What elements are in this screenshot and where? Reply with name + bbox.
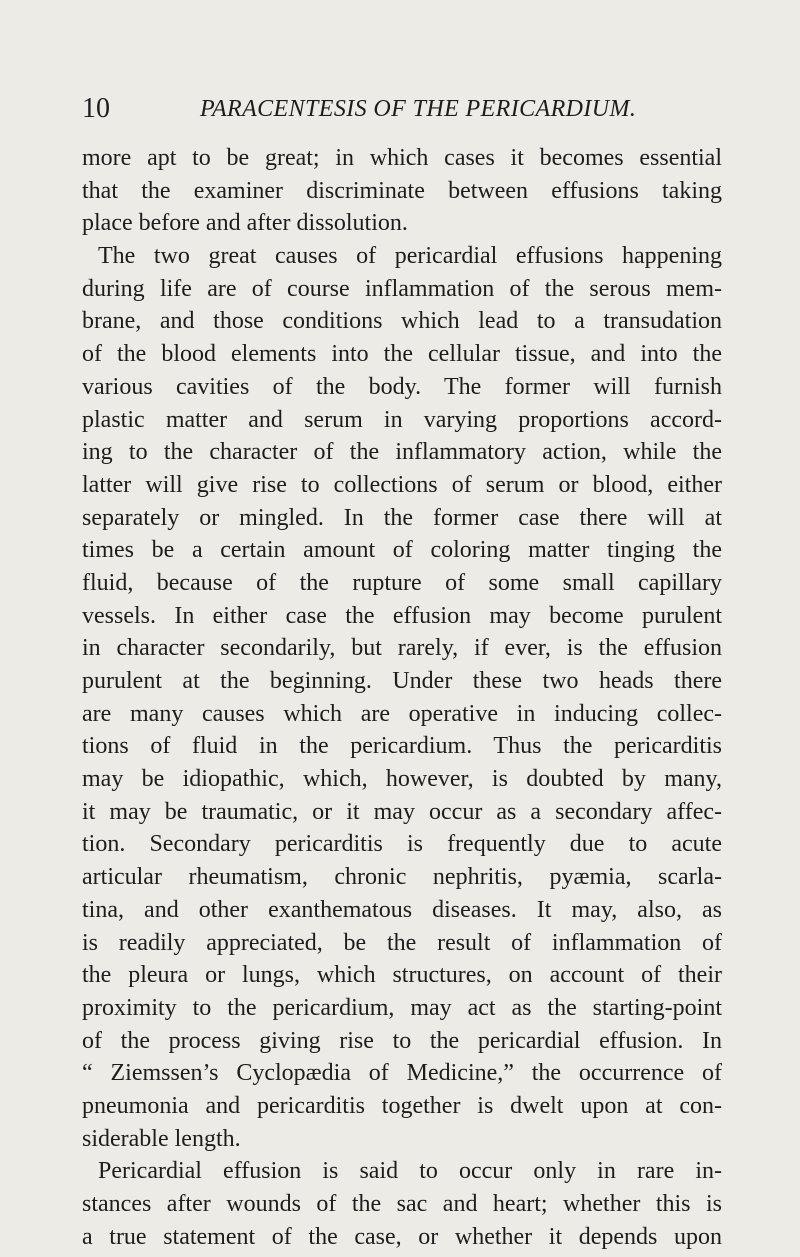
- text-line: separately or mingled. In the former case there will at: [82, 504, 722, 531]
- text-line: articular rheumatism, chronic nephritis, pyæmia, scarla-: [82, 864, 722, 891]
- text-line: siderable length.: [82, 1125, 241, 1152]
- text-line: Pericardial effusion is said to occur only in rare in-: [98, 1158, 722, 1185]
- text-line: of the blood elements into the cellular tissue, and into the: [82, 341, 722, 368]
- text-line: that the examiner discriminate between effusions taking: [82, 177, 722, 204]
- text-line: the pleura or lungs, which structures, on account of their: [82, 962, 722, 989]
- text-line: tions of fluid in the pericardium. Thus the pericarditis: [82, 733, 722, 760]
- text-line: tion. Secondary pericarditis is frequently due to acute: [82, 831, 722, 858]
- text-line: a true statement of the case, or whether it depends upon: [82, 1223, 722, 1250]
- text-line: brane, and those conditions which lead to a transudation: [82, 308, 722, 335]
- text-line: place before and after dissolution.: [82, 210, 408, 237]
- body-text: [82, 142, 722, 1253]
- text-line: more apt to be great; in which cases it becomes essential: [82, 145, 722, 171]
- text-line: various cavities of the body. The former will furnish: [82, 373, 722, 400]
- page-header: [82, 92, 722, 126]
- text-line: is readily appreciated, be the result of inflammation of: [82, 929, 722, 956]
- text-line: it may be traumatic, or it may occur as a secondary affec-: [82, 798, 722, 825]
- text-line: during life are of course inflammation of the serous mem-: [82, 275, 722, 302]
- text-line: tina, and other exanthematous diseases. It may, also, as: [82, 896, 722, 923]
- text-line: are many causes which are operative in inducing collec-: [82, 700, 722, 727]
- text-line: ing to the character of the inflammatory action, while the: [82, 439, 722, 466]
- text-line: of the process giving rise to the pericardial effusion. In: [82, 1027, 722, 1054]
- text-line: times be a certain amount of coloring matter tinging the: [82, 537, 722, 564]
- text-line: vessels. In either case the effusion may become purulent: [82, 602, 722, 629]
- text-line: “ Ziemssen’s Cyclopædia of Medicine,” the occurrence of: [82, 1060, 722, 1087]
- text-line: proximity to the pericardium, may act as the starting-point: [82, 994, 722, 1021]
- page-number: 10: [82, 93, 110, 124]
- text-line: fluid, because of the rupture of some small capillary: [82, 569, 722, 596]
- text-line: stances after wounds of the sac and heart; whether this is: [82, 1191, 722, 1217]
- running-head: PARACENTESIS OF THE PERICARDIUM.: [200, 96, 637, 122]
- text-line: may be idiopathic, which, however, is doubted by many,: [82, 766, 722, 793]
- text-line: in character secondarily, but rarely, if ever, is the effusion: [82, 635, 722, 662]
- text-line: The two great causes of pericardial effusions happening: [98, 243, 722, 270]
- text-line: pneumonia and pericarditis together is dwelt upon at con-: [82, 1092, 722, 1119]
- text-line: plastic matter and serum in varying proportions accord-: [82, 406, 722, 433]
- text-line: purulent at the beginning. Under these two heads there: [82, 668, 722, 694]
- text-line: latter will give rise to collections of serum or blood, either: [82, 471, 722, 498]
